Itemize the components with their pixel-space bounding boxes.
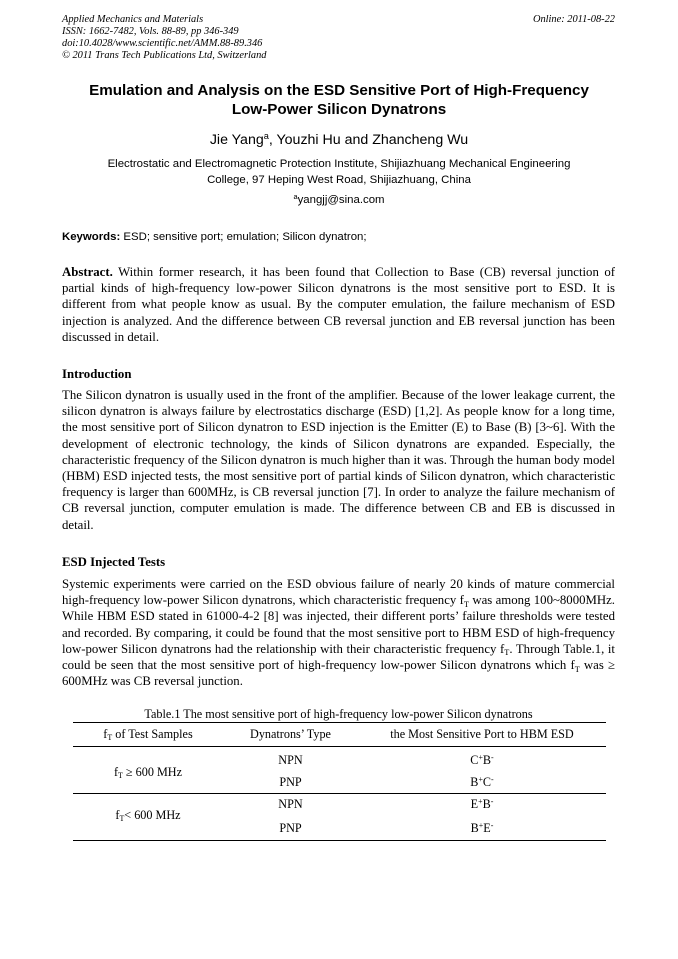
subscript: T [107, 733, 113, 743]
table-caption: Table.1 The most sensitive port of high-frequency low-power Silicon dynatrons [144, 707, 533, 721]
abstract-text: Within former research, it has been found that Collection to Base (CB) reversal junction of partial kinds of high-frequency low-power Silicon dynatrons is the most sensitive port to ESD. It is different from what people know as usual. By the computer emulation, the failure mechanism of ESD injection is analyzed. And the difference between CB reversal junction and EB reversal junction has been discussed in detail. [62, 265, 616, 344]
port-letter: E [470, 797, 479, 811]
freq-f: f [115, 808, 120, 822]
freq-text: < 600 MHz [124, 808, 181, 822]
port-letter: B [470, 775, 479, 789]
section-heading-introduction: Introduction [62, 367, 132, 381]
polarity: - [490, 796, 494, 806]
esd-text-part: was among 100~8000MHz. While HBM ESD stated in 61000-4-2 [8] was injected, their different ports’ failure thresholds were tested and recorded. By comparing, it could be found that the most sensitive port to HBM ESD of high-frequency low-power Silicon dynatrons had the relationship with their characteristic frequency f [62, 593, 615, 656]
issn-line: ISSN: 1662-7482, Vols. 88-89, pp 346-349 [62, 26, 239, 37]
table-rule-group [73, 793, 606, 794]
port-letter: B [482, 753, 492, 767]
freq-text: ≥ 600 MHz [122, 765, 183, 779]
abstract [62, 264, 615, 345]
polarity: - [491, 774, 494, 784]
table-rule-top [73, 722, 606, 723]
header-text: of Test Samples [112, 727, 193, 741]
author-list [40, 131, 638, 149]
subscript: T [463, 599, 469, 609]
table-header-type: Dynatrons’ Type [250, 727, 331, 741]
other-authors: , Youzhi Hu and Zhancheng Wu [268, 132, 469, 148]
introduction-paragraph: The Silicon dynatron is usually used in the front of the amplifier. Because of the lower leakage current, the silicon dynatron is always failure by electrostatics discharge (ESD) [1,2]. As people know for a long time, the most sensitive port of Silicon dynatron to ESD injection is the Emitter (E) to Base (B) [3~6]. With the development of electronic technology, the kinds of Silicon dynatrons are expanded. Especially, the characteristic frequency of the Silicon dynatron is much higher than it was. Through the human body model (HBM) ESD injected tests, the most sensitive port of partial kinds of Silicon dynatron, which characteristic frequency is larger than 600MHz, is CB reversal junction [7]. In order to analyze the failure mechanism of CB reversal junction, computer emulation is made. The difference between CB and EB is discussed in detail. [62, 388, 615, 532]
freq-f: f [113, 765, 119, 779]
table-cell-port [358, 753, 606, 768]
esd-tests-paragraph [62, 576, 615, 689]
esd-text-part: Systemic experiments were carried on the ESD obvious failure of nearly 20 kinds of mature commercial high-frequency low-power Silicon dynatrons, which characteristic frequency f [62, 577, 615, 608]
table-group-freq [73, 765, 223, 780]
doi-line: doi:10.4028/www.scientific.net/AMM.88-89.346 [62, 38, 263, 49]
table-rule-bottom [73, 840, 606, 841]
polarity: + [478, 796, 483, 806]
keywords-text: ESD; sensitive port; emulation; Silicon dynatron; [123, 231, 367, 243]
author-1-affil-mark: a [263, 130, 269, 141]
affiliation [60, 156, 618, 188]
table-cell-type: PNP [279, 821, 302, 835]
table-cell-type: NPN [278, 753, 303, 767]
section-heading-esd-tests: ESD Injected Tests [62, 555, 166, 569]
email-address: yangjj@sina.com [297, 194, 385, 206]
email-affil-mark: a [293, 191, 298, 201]
subscript: T [119, 814, 125, 824]
keywords [62, 229, 615, 245]
paper-title [40, 81, 638, 119]
subscript: T [118, 771, 123, 781]
header-f: f [103, 727, 108, 741]
polarity: + [478, 752, 483, 762]
journal-name: Applied Mechanics and Materials [62, 14, 204, 25]
author-1: Jie Yang [209, 132, 264, 148]
table-cell-port [358, 821, 606, 836]
polarity: + [478, 820, 484, 830]
subscript: T [504, 648, 510, 658]
table-cell-port [358, 775, 606, 790]
table-cell-port [358, 797, 606, 812]
table-header-frequency [73, 727, 223, 742]
port-letter: B [470, 821, 479, 835]
journal-header [62, 14, 615, 62]
polarity: - [491, 752, 494, 762]
title-line-2: Low-Power Silicon Dynatrons [231, 101, 447, 118]
port-letter: C [470, 753, 479, 767]
table-cell-type: PNP [279, 775, 302, 789]
polarity: - [490, 820, 494, 830]
table-header-port: the Most Sensitive Port to HBM ESD [390, 727, 574, 741]
title-line-1: Emulation and Analysis on the ESD Sensitive Port of High-Frequency [89, 82, 589, 99]
table-cell-type: NPN [278, 797, 303, 811]
polarity: + [478, 774, 483, 784]
abstract-label: Abstract. [62, 265, 113, 279]
online-date: Online: 2011-08-22 [532, 14, 615, 25]
esd-text-part: . Through Table.1, it could be seen that the most sensitive port of high-frequency low-power Silicon dynatrons which f [62, 641, 615, 673]
table-rule-header [73, 746, 606, 747]
subscript: T [574, 664, 580, 674]
author-email [40, 192, 638, 208]
keywords-label: Keywords: [62, 231, 121, 243]
port-letter: C [482, 775, 492, 789]
port-letter: E [483, 821, 491, 835]
affiliation-line-1: Electrostatic and Electromagnetic Protection Institute, Shijiazhuang Mechanical Engineering [107, 158, 571, 170]
table-group-freq [73, 808, 223, 823]
port-letter: B [482, 797, 491, 811]
esd-text-part: was ≥ 600MHz was CB reversal junction. [62, 658, 615, 689]
copyright-line: © 2011 Trans Tech Publications Ltd, Switzerland [62, 50, 267, 61]
affiliation-line-2: College, 97 Heping West Road, Shijiazhuang, China [207, 174, 471, 186]
